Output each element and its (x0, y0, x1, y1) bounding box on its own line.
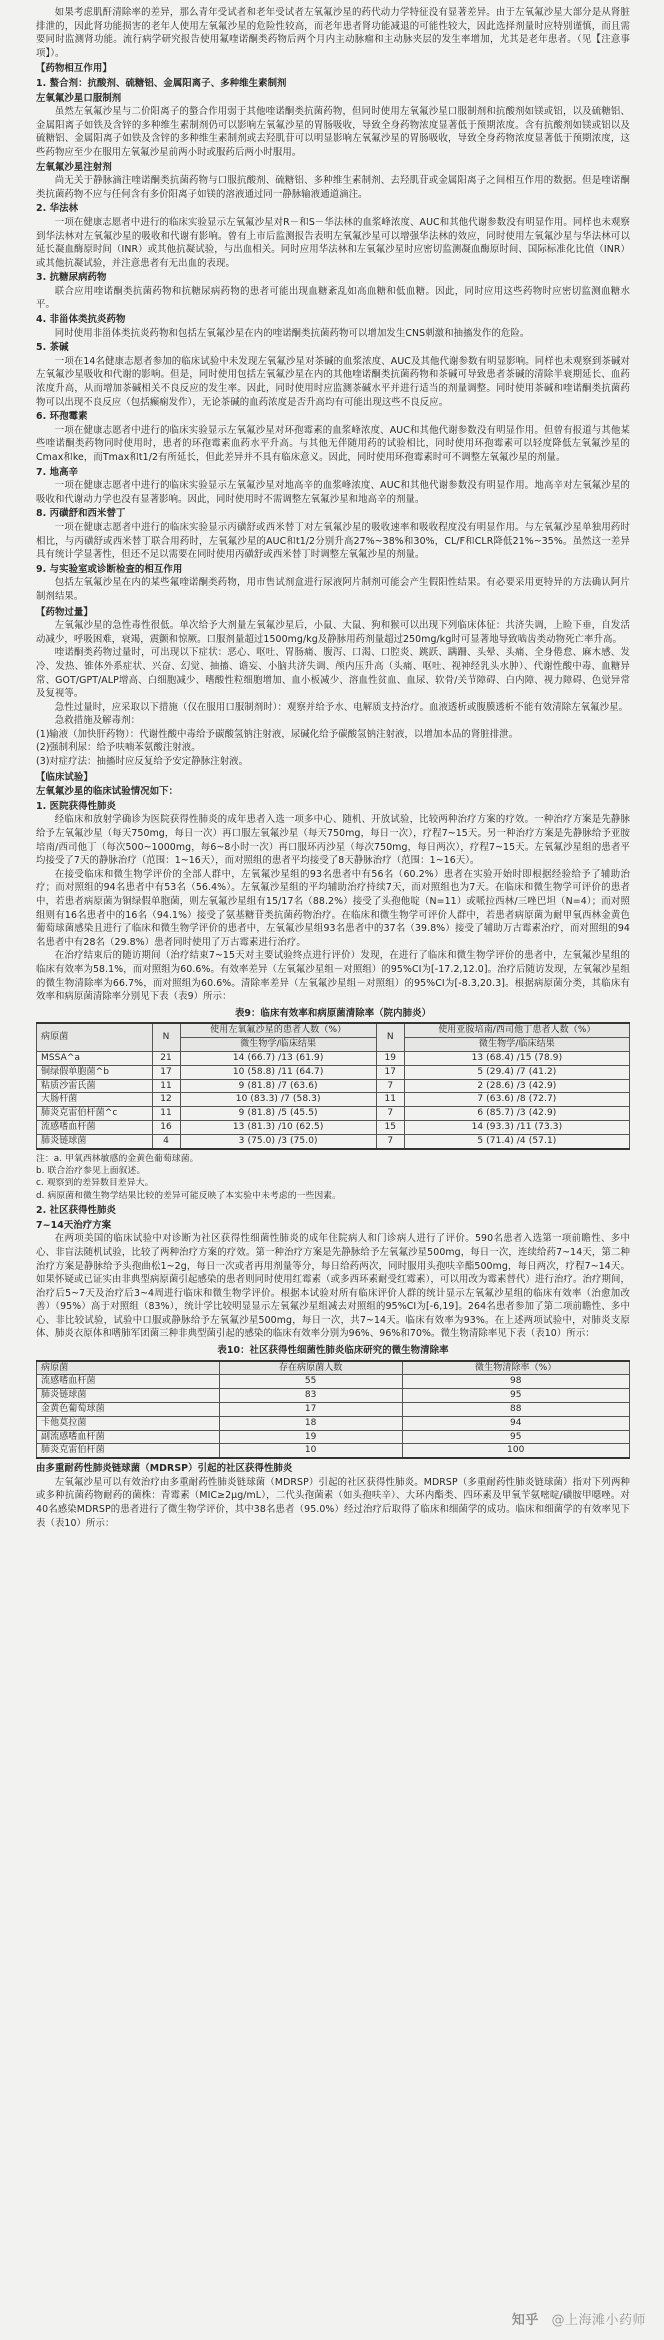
table10-caption: 表10：社区获得性细菌性肺炎临床研究的微生物清除率 (217, 1345, 449, 1357)
table9-cell-n: 16 (152, 1120, 180, 1134)
table9-cell-n: 11 (376, 1093, 404, 1107)
lab-test-heading: 9. 与实验室或诊断检查的相互作用 (36, 563, 183, 575)
table9-notes (36, 1153, 630, 1203)
table10-cell-pathogen: 流感嗜血杆菌 (37, 1375, 220, 1389)
antidiabetic-heading: 3. 抗糖尿病药物 (36, 272, 107, 284)
table10-header-rate: 微生物清除率（%） (402, 1361, 629, 1375)
table10-cell-count: 17 (219, 1403, 402, 1417)
table10-header-pathogen: 病原菌 (37, 1361, 220, 1375)
theophylline-heading: 5. 茶碱 (36, 342, 69, 354)
table10-body (37, 1375, 630, 1458)
table10-row (37, 1416, 630, 1430)
table10-header-count: 存在病原菌人数 (219, 1361, 402, 1375)
hap-p1: 经临床和放射学确诊为医院获得性肺炎的成年患者入选一项多中心、随机、开放试验，比较两种治疗方案的疗效。一种治疗方案是先静脉给予左氧氟沙星（每天750mg，每日一次）再口服左氧氟沙星（每天750mg，每日一次），疗程7~15天。另一种治疗方案是先静脉给予亚胺培南/西司他丁（每次500~1000mg，每6~8小时一次）再口服环丙沙星（每次750mg，每日两次），疗程7~15天。左氧氟沙星组的患者平均接受了7天的静脉治疗（范围：1~16天），而对照组的患者平均接受了8天静脉治疗（范围：1~16天）。 (36, 814, 630, 867)
table9-cell-n: 12 (152, 1093, 180, 1107)
table9-row (37, 1134, 630, 1148)
table9-note: b. 联合治疗参见上面叙述。 (36, 1165, 146, 1176)
table10-row (37, 1389, 630, 1403)
table9-body (37, 1051, 630, 1148)
cyclosporine-text: 一项在健康志愿者中进行的临床实验显示左氧氟沙星对环孢霉素的血浆峰浓度、AUC和其他代谢参数没有明显作用。但曾有报道与其他某些喹诺酮类药物同时使用时，患者的环孢霉素血药水平升高。与其他无伴随用药的试验相比，同时使用环孢霉素可以轻度降低左氧氟沙星的Cmax和ke，而Tmax和t1/2有所延长，但此差异并不具有临床意义。因此，同时使用环孢霉素时可不调整左氧氟沙星的剂量。 (36, 424, 630, 463)
clinical-subtitle: 左氧氟沙星的临床试验情况如下： (36, 786, 179, 798)
warfarin-text: 一项在健康志愿者中进行的临床实验显示左氧氟沙星对R－和S－华法林的血浆峰浓度、AUC和其他代谢参数没有明显作用。同样也未观察到华法林对左氧氟沙星的吸收和代谢有影响。曾有上市后监测报告表明左氧氟沙星可以增强华法林的效应，同时使用左氧氟沙星与华法林可以延长凝血酶原时间（INR）或其他抗凝试验，与出血相关。同时应用华法林和左氧氟沙星时应密切监测凝血酶原时间、国际标准化比值（INR）或其他抗凝试验，并注意患者有无出血的表现。 (36, 216, 630, 269)
table9-header-n: N (152, 1023, 180, 1051)
interactions-title: 【药物相互作用】 (36, 63, 112, 75)
table9-cell-pathogen: 大肠杆菌 (37, 1093, 153, 1107)
table10-row (37, 1430, 630, 1444)
zhihu-logo: 知乎 (511, 2313, 539, 2329)
mdrsp-heading: 由多重耐药性肺炎链球菌（MDRSP）引起的社区获得性肺炎 (36, 1463, 293, 1475)
cap-heading: 2. 社区获得性肺炎 (36, 1205, 116, 1217)
table9-cell-control: 5 (29.4) /7 (41.2) (404, 1065, 629, 1079)
table9-header-n: N (376, 1023, 404, 1051)
table9-cell-levo: 9 (81.8) /7 (63.6) (180, 1079, 376, 1093)
table10-cell-count: 83 (219, 1389, 402, 1403)
table9-cell-pathogen: 粘质沙雷氏菌 (37, 1079, 153, 1093)
lab-test-text: 包括左氧氟沙星在内的某些氟喹诺酮类药物，用市售试剂盒进行尿液阿片制剂可能会产生假阳性结果。有必要采用更特异的方法确认阿片制剂结果。 (36, 577, 630, 602)
table9-cell-n: 17 (152, 1065, 180, 1079)
table9-cell-n: 7 (376, 1079, 404, 1093)
table9-cell-pathogen: 肺炎链球菌 (37, 1134, 153, 1148)
table9-note: d. 病原菌和微生物学结果比较的差异可能反映了本实验中未考虑的一些因素。 (36, 1190, 342, 1201)
table9-cell-n: 15 (376, 1120, 404, 1134)
list-text: 对症疗法：抽搐时应反复给予安定静脉注射液。 (49, 756, 249, 768)
nsaid-text: 同时使用非甾体类抗炎药物和包括左氧氟沙星在内的喹诺酮类抗菌药物可以增加发生CNS刺激和抽搐发作的危险。 (54, 327, 530, 339)
table10-cell-rate: 95 (402, 1430, 629, 1444)
table10-row (37, 1444, 630, 1458)
table9-cell-pathogen: 流感嗜血杆菌 (37, 1120, 153, 1134)
cap-p1: 在两项美国的临床试验中对诊断为社区获得性细菌性肺炎的成年住院病人和门诊病人进行了评价。590名患者入选第一项前瞻性、多中心、非盲法随机试验，比较了两种治疗方案的疗效。第一种治疗方案是先静脉给予左氧氟沙星500mg，每日一次，连续给药7~14天，第二种治疗方案是静脉给予头孢曲松1~2g，每日一次或者再用剂量等分，每日给药两次，同时服用头孢呋辛酯500mg，每日两次，疗程7~14天。如果怀疑或已证实由非典型病原菌引起感染的患者则同时使用红霉素（或多西环素耐受红霉素），可以用改为霉素替代）进行治疗。治疗期间，治疗后5~7天及治疗后3~4周进行临床和微生物学评价。根据本试验对所有临床评价人群的统计显示左氧氟沙星组的临床有效率（治愈加改善）（95%）高于对照组（83%），统计学比较明显显示左氧氟沙星组减去对照组的95%CI为[-6,19]。264名患者参加了第二项前瞻性、多中心、非比较试验，试验中口服或静脉给予左氧氟沙星500mg，每日一次，共7~14天。临床有效率为93%。在上述两项试验中，对肺炎支原体、肺炎衣原体和嗜肺军团菌三种非典型菌引起的感染的临床有效率分别为96%、96%和70%。微生物清除率见下表（表10）所示： (36, 1233, 630, 1340)
table9-row (37, 1051, 630, 1065)
table9-cell-levo: 13 (81.3) /10 (62.5) (180, 1120, 376, 1134)
table9-cell-n: 11 (152, 1107, 180, 1121)
overdose-p3: 急性过量时，应采取以下措施（仅在服用口服制剂时）：观察并给予水、电解质支持治疗。血液透析或腹膜透析不能有效清除左氧氟沙星。 (54, 701, 629, 713)
list-number: (3) (36, 756, 50, 768)
table9-row (37, 1079, 630, 1093)
clinical-title: 【临床试验】 (36, 771, 93, 783)
table10-cell-rate: 88 (402, 1403, 629, 1417)
table9-cell-levo: 3 (75.0) /3 (75.0) (180, 1134, 376, 1148)
overdose-list (36, 728, 630, 769)
digoxin-heading: 7. 地高辛 (36, 466, 79, 478)
table9-cell-control: 5 (71.4) /4 (57.1) (404, 1134, 629, 1148)
table9-note: 注：a. 甲氧西林敏感的金黄色葡萄球菌。 (36, 1153, 199, 1164)
cyclosporine-heading: 6. 环孢霉素 (36, 411, 88, 423)
table10-cell-pathogen: 肺炎链球菌 (37, 1389, 220, 1403)
table9-cell-control: 7 (63.6) /8 (72.7) (404, 1093, 629, 1107)
table9-cell-n: 21 (152, 1051, 180, 1065)
oral-tablet-text: 虽然左氧氟沙星与二价阳离子的螯合作用弱于其他喹诺酮类抗菌药物，但同时使用左氧氟沙星口服制剂和抗酸剂如镁或铝，以及硫糖铝、金属阳离子如铁及含锌的多种维生素制剂仍可以影响左氧氟沙星的胃肠吸收，导致全身药物浓度显著低于预期浓度。含有抗酸剂如镁或铝以及硫糖铝、金属阳离子如铁及含锌的多种维生素制剂或去羟肌苷可以明显影响左氧氟沙星的胃肠吸收，导致全身药物浓度显著低于预期浓度，这些药物应至少在服用左氧氟沙星前两小时或服药后两小时服用。 (36, 106, 630, 158)
table9-cell-pathogen: 肺炎克雷伯杆菌^c (37, 1107, 153, 1121)
overdose-p1: 左氧氟沙星的急性毒性很低。单次给予大剂量左氧氟沙星后，小鼠、大鼠、狗和猴可以出现下列临床体征：共济失调，上睑下垂，自发活动减少，呼吸困难，衰竭，震颤和惊厥。口服剂量超过1500mg/kg及静脉用药剂量超过250mg/kg时可显著地导致啮齿类动物死亡率升高。 (36, 620, 630, 645)
table9-subheader-levo: 微生物学/临床结果 (180, 1038, 376, 1052)
table10-cell-count: 19 (219, 1430, 402, 1444)
table9-header-levo: 使用左氧氟沙星的患者人数（%） (180, 1023, 376, 1037)
hap-heading: 1. 医院获得性肺炎 (36, 800, 116, 812)
chelators-heading: 1. 螯合剂：抗酸剂、硫糖铝、金属阳离子、多种维生素制剂 (36, 77, 287, 89)
table10-cell-rate: 95 (402, 1389, 629, 1403)
table9-cell-control: 14 (93.3) /11 (73.3) (404, 1120, 629, 1134)
list-number: (1) (36, 728, 50, 740)
nsaid-heading: 4. 非甾体类抗炎药物 (36, 314, 126, 326)
table9-cell-control: 2 (28.6) /3 (42.9) (404, 1079, 629, 1093)
table10-cell-count: 18 (219, 1416, 402, 1430)
table9-cell-levo: 10 (58.8) /11 (64.7) (180, 1065, 376, 1079)
table9-row (37, 1120, 630, 1134)
table10-cell-count: 55 (219, 1375, 402, 1389)
overdose-p2: 喹诺酮类药物过量时，可出现以下症状：恶心、呕吐、胃肠痛、腹泻、口渴、口腔炎、跳跃、蹒跚、头晕、头痛、全身倦怠、麻木感、发冷、发热、锥体外系症状、兴奋、幻觉、抽搐、谵妄、小脑共济失调、颅内压升高（头痛、呕吐、视神经乳头水肿）、代谢性酸中毒、血糖异常、GOT/GPT/ALP增高、白细胞减少、嗜酸性粒细胞增加、血小板减少、溶血性贫血、血尿、软骨/关节障碍、白内障、视力障碍、色觉异常及复视等。 (36, 647, 630, 700)
overdose-list-item (36, 728, 630, 742)
list-number: (2) (36, 742, 50, 754)
cap-subheading: 7~14天治疗方案 (36, 1219, 112, 1231)
hap-p2: 在接受临床和微生物学评价的全部人群中，左氧氟沙星组的93名患者中有56名（60.2%）患者在实验开始时即根据经验给予了辅助治疗；而对照组的94名患者中有53名（56.4%）。左氧氟沙星组的平均辅助治疗持续7天，而对照组也为7天。在临床和微生物学可评价的患者中，若患者病原菌为铜绿假单胞菌，则左氧氟沙星组有15/17名（88.2%）接受了头孢他啶（N=11）或哌拉西林/三唑巴坦（N=4）；而对照组则有16名患者中的16名（94.1%）接受了氨基糖苷类抗菌药物治疗。在临床和微生物学可评价人群中，若患者病原菌为耐甲氧西林金黄色葡萄球菌感染且进行了临床和微生物学评价的患者中，左氧氟沙星组93名患者中的37名（39.8%）接受了辅助万古霉素治疗，而对照组的94名患者中有28名（29.8%）患者同时使用了万古霉素进行治疗。 (36, 868, 630, 948)
table10-cell-rate: 98 (402, 1375, 629, 1389)
table9-caption: 表9：临床有效率和病原菌清除率（院内肺炎） (234, 1007, 432, 1019)
injection-text: 尚无关于静脉滴注喹诺酮类抗菌药物与口服抗酸剂、硫糖铝、多种维生素制剂、去羟肌苷或金属阳离子之间相互作用的数据。但是喹诺酮类抗菌药物不应与任何含有多价阳离子如镁的溶液通过同一静脉输液通道滴注。 (36, 175, 630, 200)
table10-cell-pathogen: 肺炎克雷伯杆菌 (37, 1444, 220, 1458)
table9 (36, 1022, 630, 1149)
table9-cell-n: 11 (152, 1079, 180, 1093)
overdose-list-item (36, 755, 630, 769)
table9-cell-n: 17 (376, 1065, 404, 1079)
overdose-list-item (36, 741, 630, 755)
watermark (512, 2314, 646, 2328)
table9-row (37, 1065, 630, 1079)
watermark-author: @上海滩小药师 (551, 2313, 646, 2329)
table9-cell-n: 7 (376, 1107, 404, 1121)
table10-cell-pathogen: 金黄色葡萄球菌 (37, 1403, 220, 1417)
table10-cell-pathogen: 副流感嗜血杆菌 (37, 1430, 220, 1444)
table10-row (37, 1375, 630, 1389)
table10-cell-count: 10 (219, 1444, 402, 1458)
table9-cell-n: 19 (376, 1051, 404, 1065)
intro-paragraph: 如果考虑肌酐清除率的差异，那么青年受试者和老年受试者左氧氟沙星的药代动力学特征没有显著差异。由于左氧氟沙星大部分是从肾脏排泄的，因此肾功能损害的老年人使用左氧氟沙星的危险性较高，而老年患者肾功能减退的可能性较大，因此选择剂量时应特别谨慎，而且需要同时监测肾功能。流行病学研究报告使用氟喹诺酮类药物后两个月内主动脉瘤和主动脉夹层的发生率增加，尤其是老年患者。（见【注意事项】）。 (36, 7, 630, 59)
probenecid-text: 一项在健康志愿者中进行的临床实验显示丙磺舒或西米替丁对左氧氟沙星的吸收速率和吸收程度没有明显作用。与左氧氟沙星单独用药时相比，与丙磺舒或西米替丁联合用药时，左氧氟沙星的AUC和t1/2分别升高27%~38%和30%，CL/F和CLR降低21%~35%。虽然这一差异具有统计学显著性，但还不足以需要在同时使用丙磺舒或西米替丁时调整左氧氟沙星的剂量。 (36, 521, 630, 561)
table9-cell-levo: 14 (66.7) /13 (61.9) (180, 1051, 376, 1065)
table9-row (37, 1107, 630, 1121)
overdose-p4: 急救措施及解毒剂： (54, 715, 141, 727)
table10-cell-pathogen: 卡他莫拉菌 (37, 1416, 220, 1430)
table9-header-pathogen: 病原菌 (37, 1023, 153, 1051)
table9-subheader-control: 微生物学/临床结果 (404, 1038, 629, 1052)
hap-p3: 在治疗结束后的随访期间（治疗结束7~15天对主要试验终点进行评价）发现，在进行了临床和微生物学评价的患者中，左氧氟沙星组的临床有效率为58.1%，而对照组为60.6%。有效率差异（左氧氟沙星组－对照组）的95%CI为[-17.2,12.0]。治疗后随访发现，左氧氟沙星组的微生物清除率为66.7%，而对照组为60.6%。清除率差异（左氧氟沙星组－对照组）的95%CI为[-8.3,20.3]。根据病原菌分类，其临床有效率和病原菌清除率分别见下表（表9）所示： (36, 950, 630, 1003)
table9-cell-n: 4 (152, 1134, 180, 1148)
mdrsp-p1: 左氧氟沙星可以有效治疗由多重耐药性肺炎链球菌（MDRSP）引起的社区获得性肺炎。MDRSP（多重耐药性肺炎链球菌）指对下列两种或多种抗菌药物耐药的菌株：青霉素（MIC≥2μg/mL），二代头孢菌素（如头孢呋辛）、大环内酯类、四环素及甲氧苄氨嘧啶/磺胺甲噁唑。对40名感染MDRSP的患者进行了微生物学评价，其中38名患者（95.0%）经过治疗后取得了临床和细菌学的成功。临床和细菌学的有效率见下表（表10）所示： (36, 1476, 630, 1529)
warfarin-heading: 2. 华法林 (36, 203, 79, 215)
table9-cell-pathogen: MSSA^a (37, 1051, 153, 1065)
table10-cell-rate: 94 (402, 1416, 629, 1430)
injection-heading: 左氧氟沙星注射剂 (36, 161, 112, 173)
theophylline-text: 一项在14名健康志愿者参加的临床试验中未发现左氧氟沙星对茶碱的血浆浓度、AUC及其他代谢参数有明显影响。同样也未观察到茶碱对左氧氟沙星吸收和代谢的影响。但是，同时使用包括左氧氟沙星在内的其他喹诺酮类抗菌药物和茶碱可导致患者茶碱的清除半衰期延长、血药浓度升高，从而增加茶碱相关不良反应的发生率。因此，同时使用时应监测茶碱水平并进行适当的剂量调整。同时使用茶碱和喹诺酮类抗菌药物可以出现不良反应（包括癫痫发作），无论茶碱的血药浓度是否升高均有可能出现这些不良反应。 (36, 355, 630, 408)
table9-cell-levo: 10 (83.3) /7 (58.3) (180, 1093, 376, 1107)
oral-tablet-heading: 左氧氟沙星口服制剂 (36, 92, 122, 104)
table9-row (37, 1093, 630, 1107)
list-text: 输液（加快肝药物）：代谢性酸中毒给予碳酸氢钠注射液，尿碱化给予碳酸氢钠注射液，以增加本品的肾脏排泄。 (49, 728, 519, 740)
table10 (36, 1360, 630, 1460)
table9-cell-control: 13 (68.4) /15 (78.9) (404, 1051, 629, 1065)
list-text: 强制利尿：给予呋喃苯氨酸注射液。 (49, 742, 201, 754)
antidiabetic-text: 联合应用喹诺酮类抗菌药物和抗糖尿病药物的患者可能出现血糖紊乱如高血糖和低血糖。因此，同时应用这些药物时应密切监测血糖水平。 (36, 285, 630, 311)
table9-cell-n: 7 (376, 1134, 404, 1148)
probenecid-heading: 8. 丙磺舒和西米替丁 (36, 508, 126, 520)
table10-row (37, 1403, 630, 1417)
table9-note: c. 观察到的差异数目差异大。 (36, 1178, 154, 1189)
table10-cell-rate: 100 (402, 1444, 629, 1458)
table9-header-control: 使用亚胺培南/西司他丁患者人数（%） (404, 1023, 629, 1037)
table9-cell-levo: 9 (81.8) /5 (45.5) (180, 1107, 376, 1121)
table9-cell-control: 6 (85.7) /3 (42.9) (404, 1107, 629, 1121)
table9-cell-pathogen: 铜绿假单胞菌^b (37, 1065, 153, 1079)
overdose-title: 【药物过量】 (36, 606, 93, 618)
digoxin-text: 一项在健康志愿者中进行的临床实验显示左氧氟沙星对地高辛的血浆峰浓度、AUC和其他代谢参数没有明显作用。地高辛对左氧氟沙星的吸收和代谢动力学也没有显著影响。因此，同时使用时不需调整左氧氟沙星和地高辛的剂量。 (36, 480, 630, 505)
